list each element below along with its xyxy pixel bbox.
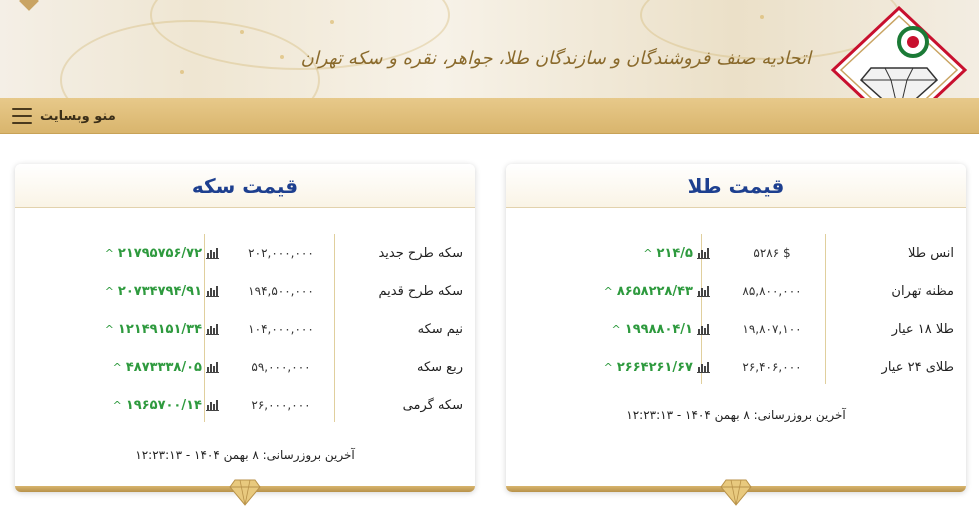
item-name: سکه طرح قدیم: [378, 283, 463, 299]
top-ribbon-icon: [19, 0, 39, 11]
up-arrow-icon: ^: [643, 246, 653, 260]
change-value: ۱۹۶۵۷۰۰/۱۴: [125, 397, 202, 413]
price-row: [506, 310, 966, 348]
up-arrow-icon: ^: [112, 360, 122, 374]
price-row: [506, 234, 966, 272]
chart-icon[interactable]: [206, 323, 219, 335]
item-name: مظنه تهران: [891, 283, 954, 299]
item-change: [506, 284, 710, 299]
item-price: $ ۵۲۸۶: [753, 246, 791, 260]
chart-icon[interactable]: [206, 361, 219, 373]
item-change: [15, 246, 219, 261]
price-row: [506, 272, 966, 310]
last-update-text: آخرین بروزرسانی: ۸ بهمن ۱۴۰۴ - ۱۲:۲۳:۱۳: [626, 408, 846, 422]
decor-sparkle: [180, 70, 184, 74]
item-name: سکه گرمی: [402, 397, 463, 413]
item-price: ۸۵,۸۰۰,۰۰۰: [742, 284, 802, 298]
card-header: [506, 164, 966, 208]
up-arrow-icon: ^: [112, 398, 122, 412]
hamburger-icon[interactable]: [12, 108, 32, 124]
decor-sparkle: [280, 55, 284, 59]
item-price: ۲۰۲,۰۰۰,۰۰۰: [248, 246, 314, 260]
menu-label[interactable]: منو وبسایت: [40, 108, 116, 124]
decor-sparkle: [760, 15, 764, 19]
change-value: ۸۶۵۸۲۲۸/۴۳: [616, 283, 693, 299]
item-price: ۲۶,۴۰۶,۰۰۰: [742, 360, 802, 374]
diamond-icon: [720, 478, 752, 506]
item-name: نیم سکه: [417, 321, 463, 337]
menu-bar: [0, 98, 979, 134]
change-value: ۲۰۷۳۴۷۹۴/۹۱: [117, 283, 202, 299]
coin-price-card: [15, 164, 475, 492]
price-row: [15, 386, 475, 424]
change-value: ۱۲۱۴۹۱۵۱/۳۴: [117, 321, 202, 337]
site-title[interactable]: اتحادیه صنف فروشندگان و سازندگان طلا، جواهر، نقره و سکه تهران: [300, 48, 811, 69]
card-header: [15, 164, 475, 208]
item-change: [15, 284, 219, 299]
gold-price-card: [506, 164, 966, 492]
up-arrow-icon: ^: [603, 360, 613, 374]
price-row: [15, 272, 475, 310]
item-price: ۵۹,۰۰۰,۰۰۰: [251, 360, 311, 374]
chart-icon[interactable]: [206, 247, 219, 259]
chart-icon[interactable]: [697, 323, 710, 335]
change-value: ۴۸۷۳۳۳۸/۰۵: [125, 359, 202, 375]
change-value: ۱۹۹۸۸۰۴/۱: [624, 321, 693, 337]
up-arrow-icon: ^: [104, 322, 114, 336]
price-row: [15, 348, 475, 386]
item-change: [506, 322, 710, 337]
item-price: ۱۹۴,۵۰۰,۰۰۰: [248, 284, 314, 298]
up-arrow-icon: ^: [603, 284, 613, 298]
chart-icon[interactable]: [206, 285, 219, 297]
coin-card-title: قیمت سکه: [191, 173, 299, 198]
last-update-text: آخرین بروزرسانی: ۸ بهمن ۱۴۰۴ - ۱۲:۲۳:۱۳: [135, 448, 355, 462]
item-name: طلای ۲۴ عیار: [881, 359, 954, 375]
item-price: ۱۰۴,۰۰۰,۰۰۰: [248, 322, 314, 336]
item-name: انس طلا: [907, 245, 954, 261]
decor-sparkle: [330, 20, 334, 24]
chart-icon[interactable]: [206, 399, 219, 411]
item-change: [506, 360, 710, 375]
site-menu-button[interactable]: [12, 106, 116, 126]
item-name: سکه طرح جدید: [378, 245, 463, 261]
item-name: ربع سکه: [417, 359, 463, 375]
change-value: ۲۶۶۴۲۶۱/۶۷: [616, 359, 693, 375]
item-name: طلا ۱۸ عیار: [891, 321, 954, 337]
gold-card-title: قیمت طلا: [687, 173, 785, 198]
price-row: [15, 234, 475, 272]
price-row: [15, 310, 475, 348]
item-change: [15, 398, 219, 413]
change-value: ۲۱۴/۵: [656, 245, 693, 261]
chart-icon[interactable]: [697, 361, 710, 373]
up-arrow-icon: ^: [611, 322, 621, 336]
item-price: ۲۶,۰۰۰,۰۰۰: [251, 398, 311, 412]
chart-icon[interactable]: [697, 247, 710, 259]
chart-icon[interactable]: [697, 285, 710, 297]
decor-sparkle: [240, 30, 244, 34]
price-row: [506, 348, 966, 386]
up-arrow-icon: ^: [104, 246, 114, 260]
item-change: [506, 246, 710, 261]
up-arrow-icon: ^: [104, 284, 114, 298]
item-change: [15, 322, 219, 337]
diamond-icon: [229, 478, 261, 506]
item-change: [15, 360, 219, 375]
item-price: ۱۹,۸۰۷,۱۰۰: [742, 322, 802, 336]
change-value: ۲۱۷۹۵۷۵۶/۷۲: [117, 245, 202, 261]
